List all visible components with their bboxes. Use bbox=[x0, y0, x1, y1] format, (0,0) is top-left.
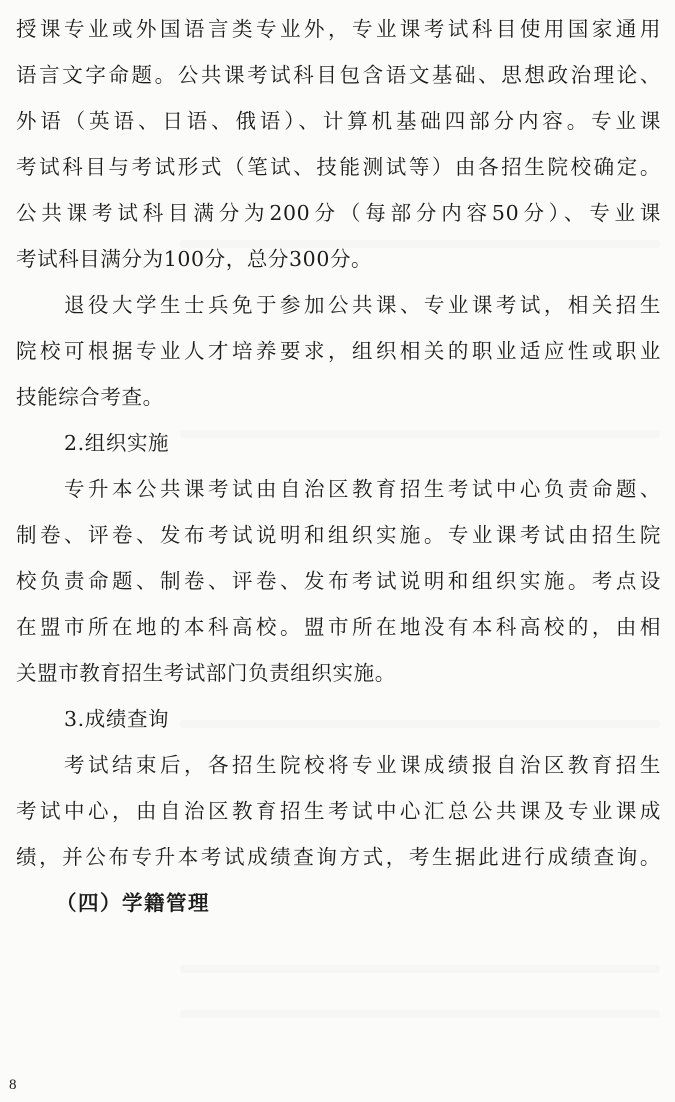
text-line: 技能综合考查。 bbox=[16, 385, 164, 409]
text-line: 授课专业或外国语言类专业外，专业课考试科目使用国家通用 bbox=[16, 17, 661, 41]
text-line: 考试科目满分为100分，总分300分。 bbox=[16, 247, 373, 271]
text-line: 院校可根据专业人才培养要求，组织相关的职业适应性或职业 bbox=[16, 339, 661, 363]
section-heading-student-status: （四）学籍管理 bbox=[56, 891, 210, 915]
paragraph-start-line: 专升本公共课考试由自治区教育招生考试中心负责命题、 bbox=[64, 477, 661, 501]
text-line: 公共课考试科目满分为200分（每部分内容50分）、专业课 bbox=[16, 201, 661, 225]
show-through-mark bbox=[180, 1010, 660, 1018]
text-line: 绩，并公布专升本考试成绩查询方式，考生据此进行成绩查询。 bbox=[16, 845, 661, 869]
text-line: 在盟市所在地的本科高校。盟市所在地没有本科高校的，由相 bbox=[16, 615, 661, 639]
section-subheading-score-query: 3.成绩查询 bbox=[64, 707, 170, 731]
body-text bbox=[16, 6, 661, 926]
show-through-mark bbox=[180, 965, 660, 973]
text-line: 外语（英语、日语、俄语）、计算机基础四部分内容。专业课 bbox=[16, 109, 661, 133]
page-number: 8 bbox=[9, 1077, 17, 1093]
text-line: 关盟市教育招生考试部门负责组织实施。 bbox=[16, 661, 396, 685]
text-line: 校负责命题、制卷、评卷、发布考试说明和组织实施。考点设 bbox=[16, 569, 661, 593]
paragraph-start-line: 退役大学生士兵免于参加公共课、专业课考试，相关招生 bbox=[64, 293, 661, 317]
text-line: 语言文字命题。公共课考试科目包含语文基础、思想政治理论、 bbox=[16, 63, 661, 87]
section-subheading-organization: 2.组织实施 bbox=[64, 431, 170, 455]
text-line: 考试科目与考试形式（笔试、技能测试等）由各招生院校确定。 bbox=[16, 155, 661, 179]
text-line: 制卷、评卷、发布考试说明和组织实施。专业课考试由招生院 bbox=[16, 523, 661, 547]
text-line: 考试中心，由自治区教育招生考试中心汇总公共课及专业课成 bbox=[16, 799, 661, 823]
paragraph-start-line: 考试结束后，各招生院校将专业课成绩报自治区教育招生 bbox=[64, 753, 661, 777]
